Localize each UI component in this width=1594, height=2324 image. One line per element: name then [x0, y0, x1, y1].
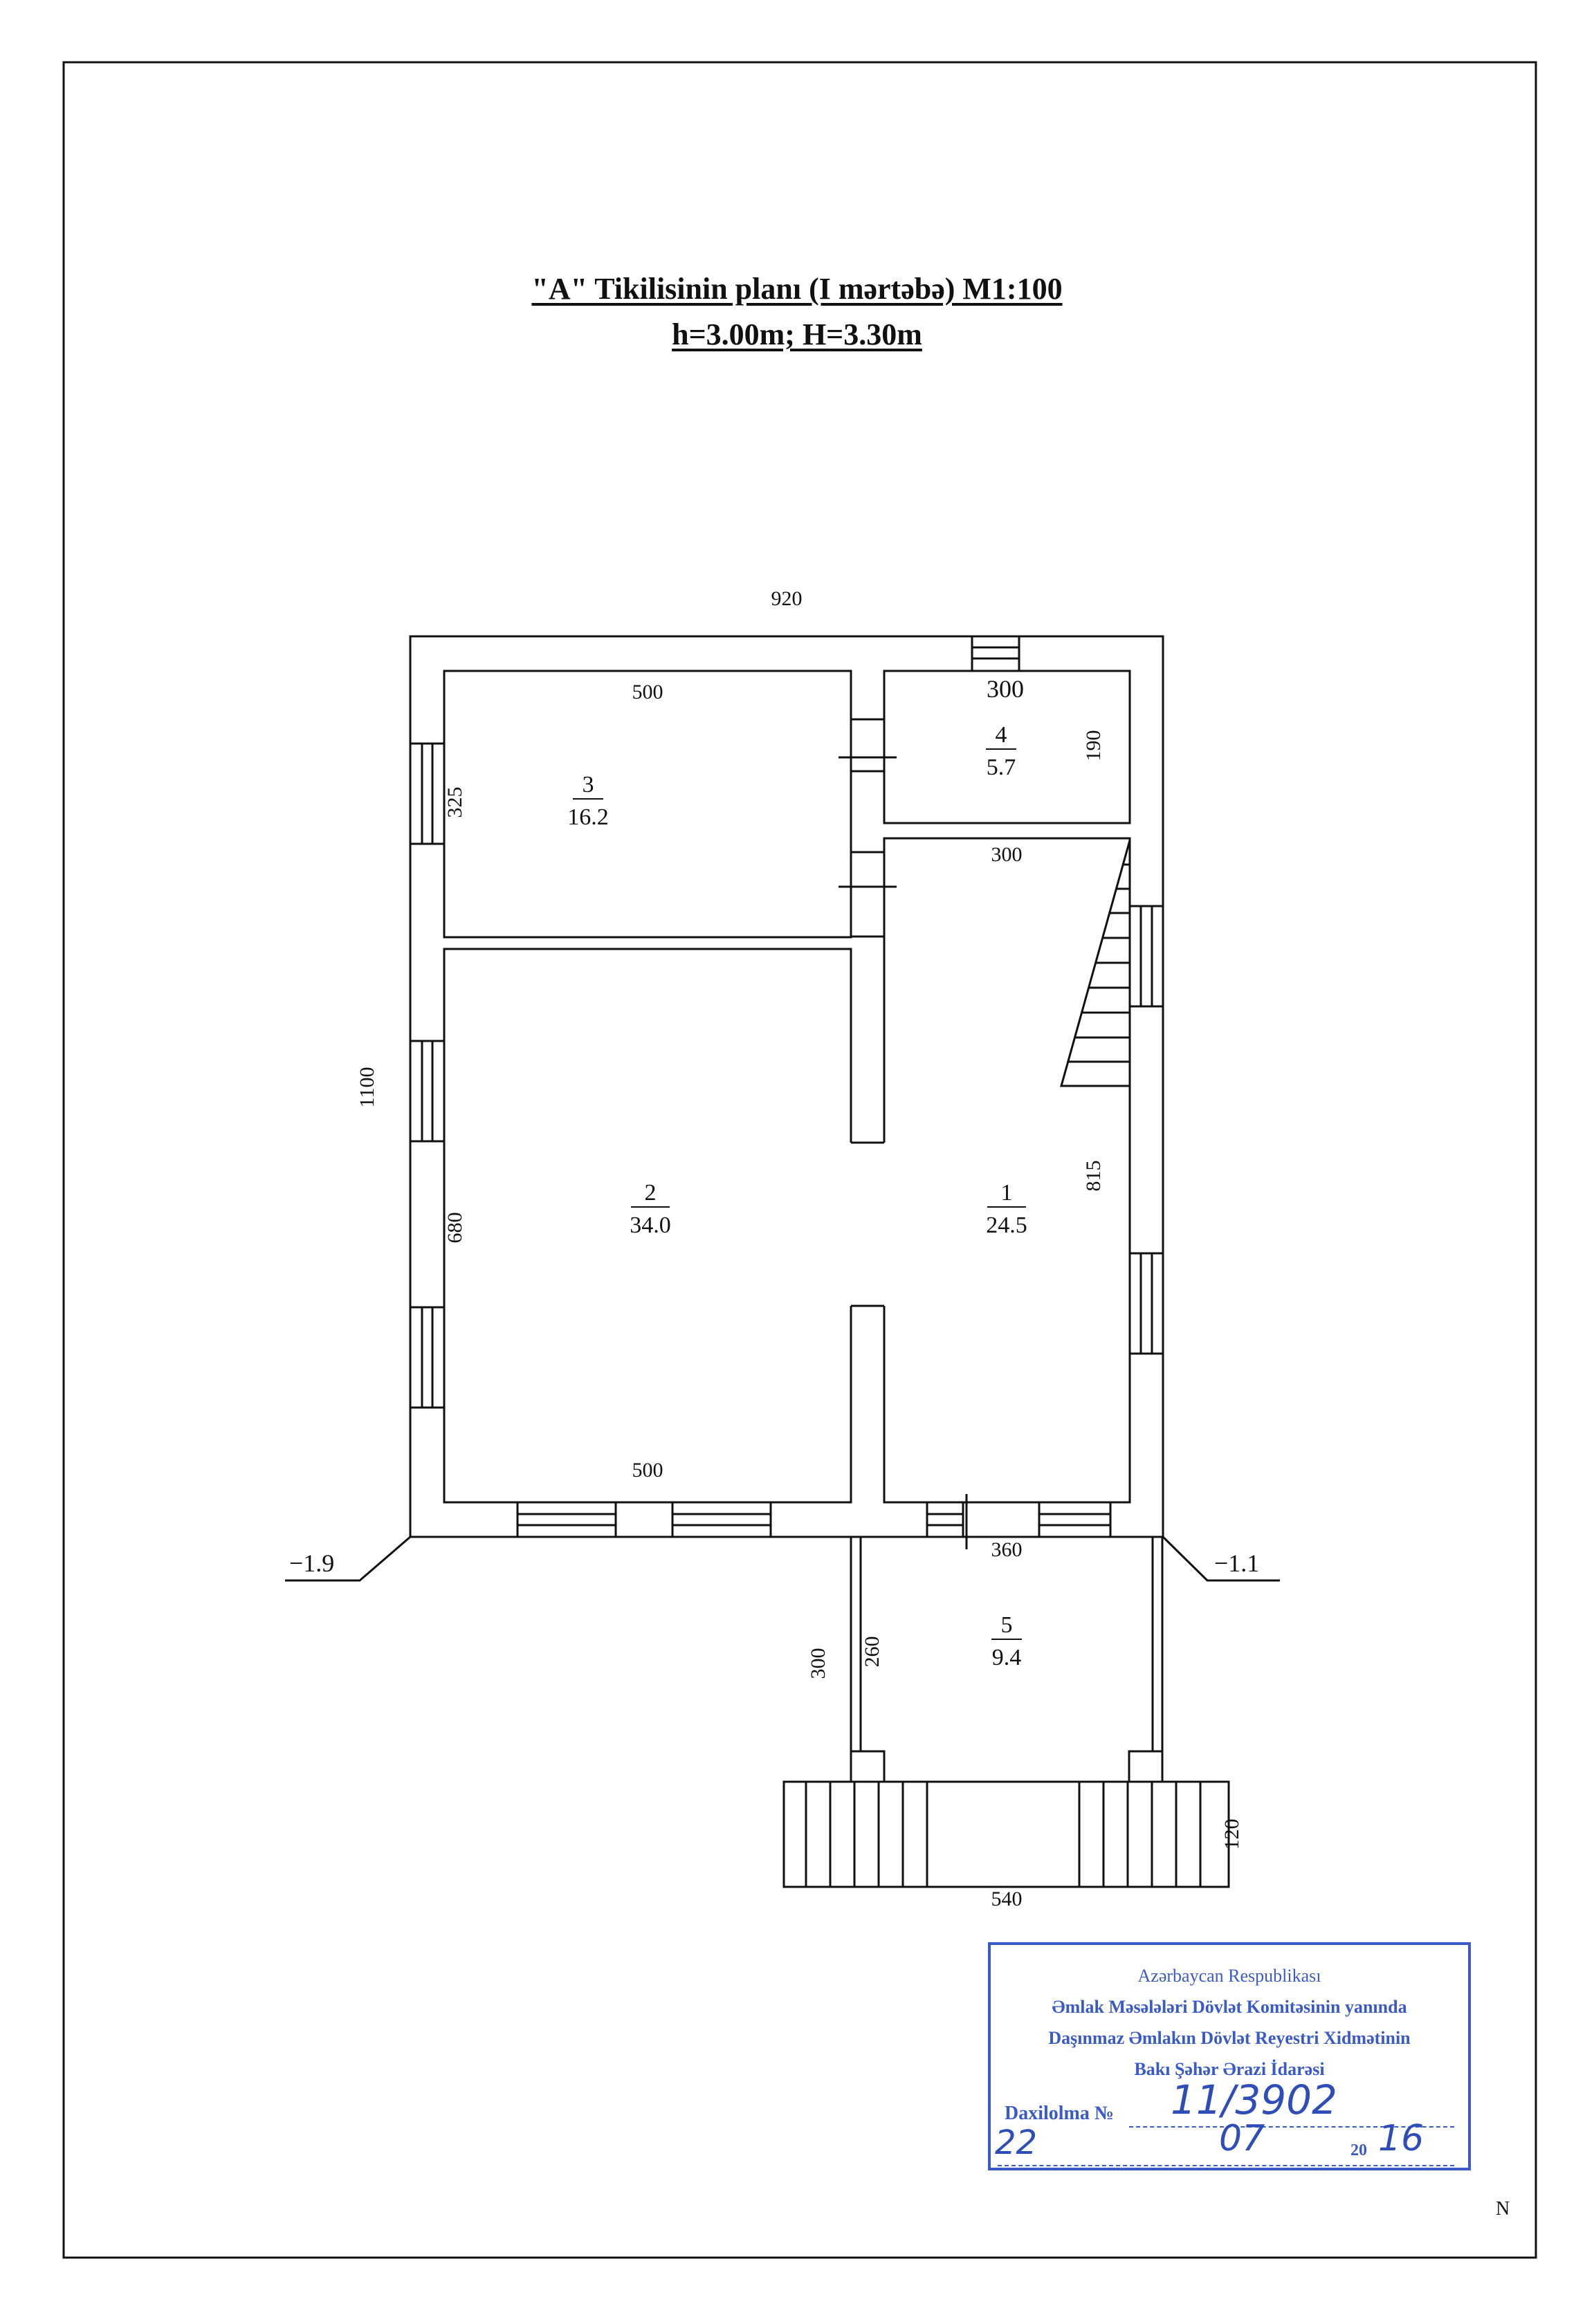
- room-area: 24.5: [986, 1212, 1027, 1238]
- corner-mark: N: [1496, 2198, 1510, 2220]
- plan-subtitle: h=3.00m; H=3.30m: [672, 317, 922, 351]
- stamp-day: 22: [995, 2123, 1038, 2162]
- stamp-month: 07: [1219, 2118, 1265, 2159]
- outer-wall: [410, 636, 1163, 1537]
- dim-room4-width: 300: [987, 675, 1024, 703]
- window-left-1: [410, 744, 444, 844]
- dim-total-width: 920: [771, 587, 803, 610]
- sheet-frame: [64, 62, 1536, 2258]
- window-bottom-4: [1039, 1502, 1110, 1537]
- stamp-line-3: Daşınmaz Əmlakın Dövlət Reyestri Xidmətinin: [1048, 2028, 1411, 2048]
- dim-steps-width: 540: [991, 1888, 1023, 1910]
- dim-room2-height: 680: [443, 1212, 466, 1244]
- window-left-2: [410, 1041, 444, 1141]
- window-top: [972, 636, 1019, 671]
- room-number: 1: [1000, 1180, 1013, 1206]
- dim-room4-height: 190: [1082, 730, 1105, 762]
- door-room-3: [839, 719, 897, 771]
- dim-room2-bottom-width: 500: [632, 1459, 663, 1482]
- room-label-2: [630, 1180, 671, 1238]
- stamp-year: 16: [1378, 2118, 1424, 2159]
- stamp-line-2: Əmlak Məsələləri Dövlət Komitəsinin yanında: [1052, 1997, 1407, 2017]
- room-label-1: [986, 1180, 1027, 1238]
- dim-porch-outer-height: 300: [807, 1648, 830, 1679]
- stamp-underline: [998, 2165, 1454, 2166]
- stamp-reg-number: 11/3902: [1171, 2076, 1337, 2123]
- dim-steps-depth: 120: [1220, 1818, 1243, 1850]
- dim-total-height: 1100: [356, 1067, 378, 1108]
- window-right-1: [1130, 906, 1163, 1006]
- room-area: 9.4: [991, 1645, 1022, 1670]
- room-area: 5.7: [986, 755, 1016, 780]
- room-label-5: [991, 1612, 1022, 1670]
- level-right: −1.1: [1214, 1549, 1260, 1577]
- registration-stamp: [988, 1942, 1471, 2170]
- room-area: 34.0: [630, 1212, 671, 1238]
- window-right-2: [1130, 1253, 1163, 1354]
- room-number: 5: [1000, 1612, 1013, 1638]
- room-label-3: [567, 772, 609, 830]
- window-bottom-1: [517, 1502, 616, 1537]
- stamp-year-prefix: 20: [1350, 2141, 1367, 2159]
- window-bottom-2: [672, 1502, 771, 1537]
- level-left: −1.9: [289, 1549, 335, 1577]
- entrance-steps: [784, 1782, 1229, 1887]
- window-bottom-3: [927, 1502, 963, 1537]
- door-room-2: [839, 852, 897, 937]
- room-number: 2: [644, 1180, 657, 1206]
- dim-porch-width: 360: [991, 1538, 1023, 1561]
- plan-title: "A" Tikilisinin planı (I mərtəbə) M1:100: [531, 272, 1063, 306]
- stamp-line-1: Azərbaycan Respublikası: [1137, 1966, 1321, 1986]
- room-3-outline: [444, 671, 851, 937]
- room-number: 4: [995, 722, 1007, 748]
- room-label-4: [986, 722, 1016, 780]
- dim-room3-width: 500: [632, 681, 663, 703]
- room-area: 16.2: [567, 804, 609, 830]
- dim-porch-inner-height: 260: [861, 1636, 883, 1668]
- stamp-line-4: Bakı Şəhər Ərazi İdarəsi: [1134, 2059, 1325, 2079]
- dim-room3-height: 325: [443, 786, 466, 818]
- dim-room1-height: 815: [1082, 1160, 1105, 1192]
- room-number: 3: [582, 772, 594, 797]
- window-left-3: [410, 1307, 444, 1408]
- dim-room1-top-width: 300: [991, 843, 1023, 866]
- stamp-reg-label: Daxilolma №: [1005, 2103, 1115, 2124]
- staircase: [1061, 840, 1130, 1086]
